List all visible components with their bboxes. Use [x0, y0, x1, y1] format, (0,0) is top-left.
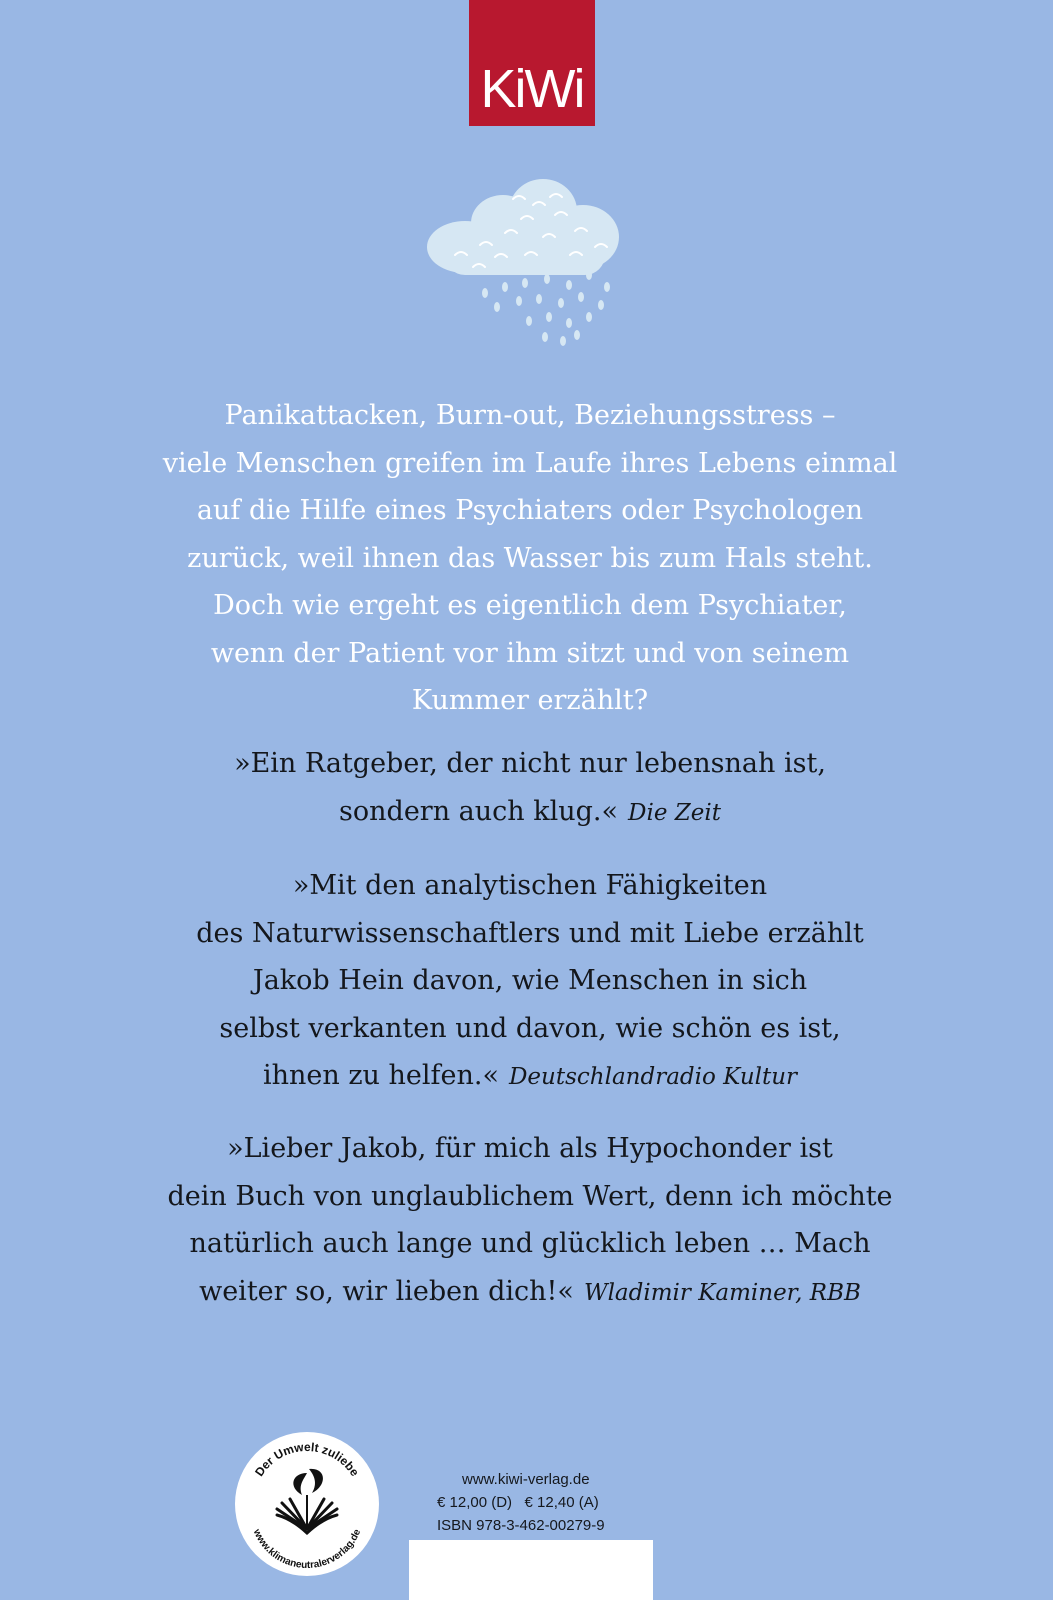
blurb-line: wenn der Patient vor ihm sitzt und von seinem — [210, 637, 850, 669]
quote-line: weiter so, wir lieben dich!« Wladimir Kaminer, RBB — [199, 1275, 861, 1307]
rain-cloud-icon — [425, 175, 625, 355]
blurb-line: auf die Hilfe eines Psychiaters oder Psychologen — [196, 495, 864, 526]
quote-deutschlandradio — [140, 862, 920, 1102]
quote-die-zeit — [140, 740, 920, 837]
quote-source: Deutschlandradio Kultur — [508, 1064, 798, 1090]
quote-line: natürlich auch lange und glücklich leben … Mach — [189, 1228, 871, 1259]
isbn: ISBN 978-3-462-00279-9 — [437, 1517, 605, 1534]
quote-source: Die Zeit — [628, 799, 721, 826]
blurb-line: zurück, weil ihnen das Wasser bis zum Hals steht. — [187, 542, 873, 574]
quote-line: »Lieber Jakob, für mich als Hypochonder ist — [227, 1133, 833, 1164]
website-link[interactable]: www.kiwi-verlag.de — [462, 1471, 590, 1488]
quote-line: ihnen zu helfen.« Deutschlandradio Kultur — [262, 1060, 798, 1091]
climate-neutral-badge — [232, 1429, 382, 1579]
quote-kaminer — [140, 1125, 920, 1317]
quote-line: »Ein Ratgeber, der nicht nur lebensnah ist, — [234, 748, 826, 779]
quote-line: dein Buch von unglaublichem Wert, denn ich möchte — [167, 1180, 893, 1212]
blurb-line: Panikattacken, Burn-out, Beziehungsstress – — [224, 400, 836, 431]
quote-line: Jakob Hein davon, wie Menschen in sich — [252, 965, 808, 996]
quote-source: Wladimir Kaminer, RBB — [583, 1279, 861, 1306]
logo-text: KiWi — [480, 59, 584, 119]
badge-top-text: Der Umwelt zuliebe — [252, 1439, 362, 1479]
publisher-info — [437, 1468, 605, 1537]
quote-line: des Naturwissenschaftlers und mit Liebe erzählt — [196, 917, 864, 949]
blurb-line: viele Menschen greifen im Laufe ihres Lebens einmal — [162, 447, 898, 479]
quote-line: sondern auch klug.« Die Zeit — [339, 795, 721, 827]
barcode-area — [409, 1540, 653, 1600]
quote-line: selbst verkanten und davon, wie schön es ist, — [219, 1012, 841, 1044]
kiwi-logo — [469, 0, 595, 126]
badge-bottom-text: www.klimaneutralerverlag.de — [250, 1527, 364, 1572]
blurb-text — [140, 392, 920, 725]
blurb-line: Doch wie ergeht es eigentlich dem Psychiater, — [213, 590, 847, 621]
price: € 12,00 (D) € 12,40 (A) — [437, 1494, 599, 1511]
blurb-line: Kummer erzählt? — [411, 685, 649, 716]
quote-line: »Mit den analytischen Fähigkeiten — [292, 870, 768, 901]
